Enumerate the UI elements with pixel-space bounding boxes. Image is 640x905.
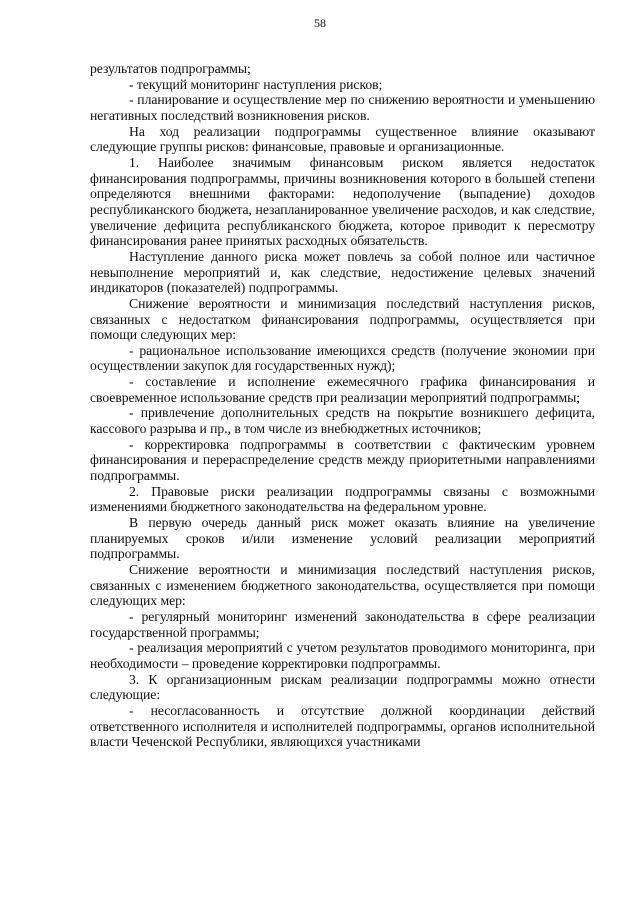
paragraph: Снижение вероятности и минимизация последствий наступления рисков, связанных с изменением бюджетного законодательства, осуществляется при помощи следующих мер: — [90, 562, 595, 609]
paragraph: Наступление данного риска может повлечь за собой полное или частичное невыполнение мероприятий и, как следствие, недостижение целевых значений индикаторов (показателей) подпрограммы. — [90, 248, 595, 296]
list-item: - реализация мероприятий с учетом результатов проводимого мониторинга, при необходимости – проведение корректировки подпрограммы. — [90, 640, 595, 671]
paragraph: 2. Правовые риски реализации подпрограммы связаны с возможными изменениями бюджетного законодательства на федеральном уровне. — [90, 483, 595, 515]
list-item: - корректировка подпрограммы в соответствии с фактическим уровнем финансирования и перераспределение средств между приоритетными направлениями подпрограммы. — [90, 436, 595, 484]
paragraph: Снижение вероятности и минимизация последствий наступления рисков, связанных с недостатком финансирования подпрограммы, осуществляется при помощи следующих мер: — [90, 295, 595, 343]
list-item: - привлечение дополнительных средств на покрытие возникшего дефицита, кассового разрыва и пр., в том числе из внебюджетных источников; — [90, 405, 595, 437]
paragraph: результатов подпрограммы; — [90, 61, 251, 76]
page-number: 58 — [314, 16, 326, 30]
paragraph: 3. К организационным рискам реализации подпрограммы можно отнести следующие: — [90, 671, 595, 703]
list-item: - текущий мониторинг наступления рисков; — [129, 76, 383, 92]
page-body — [90, 61, 595, 750]
paragraph: На ход реализации подпрограммы существенное влияние оказывают следующие группы рисков: финансовые, правовые и организационные. — [90, 123, 595, 155]
paragraph: В первую очередь данный риск может оказать влияние на увеличение планируемых сроков и/или изменение условий реализации мероприятий подпрограммы. — [90, 515, 595, 562]
list-item: - регулярный мониторинг изменений законодательства в сфере реализации государственной программы; — [90, 608, 595, 640]
list-item: - несогласованность и отсутствие должной координации действий ответственного исполнителя и исполнителей подпрограммы, органов исполнительной власти Чеченской Республики, являющихся участниками — [90, 702, 595, 750]
list-item: - планирование и осуществление мер по снижению вероятности и уменьшению негативных последствий возникновения рисков. — [90, 92, 595, 123]
list-item: - рациональное использование имеющихся средств (получение экономии при осуществлении закупок для государственных нужд); — [90, 342, 595, 374]
paragraph: 1. Наиболее значимым финансовым риском является недостаток финансирования подпрограммы, причины возникновения которого в большей степени определяются внешними факторами: недополучение (выпадение) доходов республиканского бюджета, незапланированное увеличение расходов, и как следствие, увеличение дефицита республиканского бюджета, которое приводит к пересмотру финансирования ранее принятых расходных обязательств. — [90, 154, 595, 249]
list-item: - составление и исполнение ежемесячного графика финансирования и своевременное использование средств при реализации мероприятий подпрограммы; — [90, 374, 595, 405]
